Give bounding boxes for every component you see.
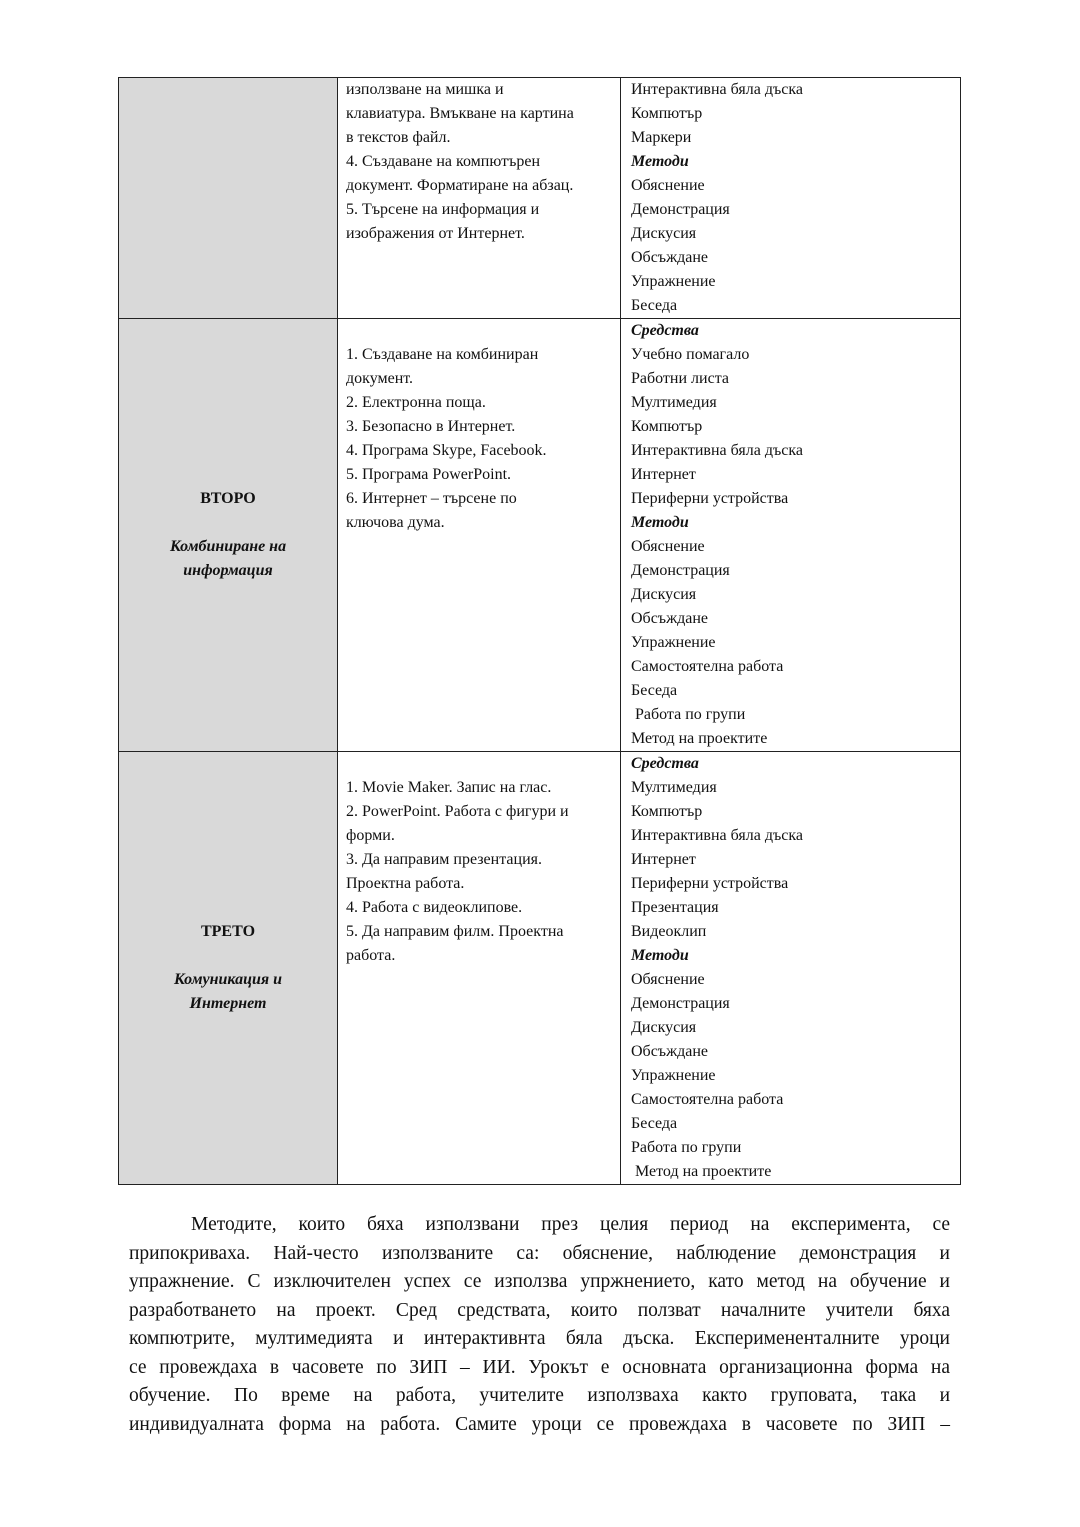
- resource-item: Маркери: [631, 129, 692, 146]
- table-row: [119, 319, 961, 752]
- table-row: [119, 78, 961, 319]
- topics-cell: [338, 319, 621, 752]
- resource-item: Интерактивна бяла дъска: [631, 827, 803, 844]
- resource-item: Работни листа: [631, 370, 729, 387]
- resources-cell: [621, 319, 961, 752]
- topic-line: 2. Електронна поща.: [346, 394, 486, 411]
- topic-line: 3. Безопасно в Интернет.: [346, 418, 516, 435]
- topic-line: 4. Работа с видеоклипове.: [346, 899, 523, 916]
- section-title: ТРЕТО: [200, 923, 256, 940]
- resource-item: Работа по групи: [631, 1139, 742, 1156]
- table-row: [119, 752, 961, 1185]
- topic-line: Проектна работа.: [346, 875, 465, 892]
- resource-item: Компютър: [631, 418, 703, 435]
- resource-item: Обяснение: [631, 971, 705, 988]
- resources-heading: Методи: [631, 514, 689, 531]
- resource-item: Дискусия: [631, 225, 697, 242]
- topic-line: 4. Създаване на компютърен: [346, 153, 541, 170]
- section-cell: [119, 319, 338, 752]
- resources-heading: Методи: [631, 947, 689, 964]
- section-cell: [119, 752, 338, 1185]
- resource-item: Демонстрация: [631, 201, 730, 218]
- resource-item: Беседа: [631, 1115, 678, 1132]
- resource-item: Мултимедия: [631, 779, 717, 796]
- resource-item: Метод на проектите: [631, 730, 768, 747]
- resource-item: Интернет: [631, 851, 696, 868]
- paragraph-line: обучение. По време на работа, учителите използваха както груповата, така и: [129, 1385, 950, 1406]
- paragraph-line: Методите, които бяха използвани през целия период на експеримента, се: [191, 1214, 950, 1235]
- resources-heading: Средства: [631, 755, 699, 772]
- topic-line: 1. Създаване на комбиниран: [346, 346, 539, 363]
- topic-line: 5. Програма PowerPoint.: [346, 466, 512, 483]
- resource-item: Упражнение: [631, 1067, 716, 1084]
- section-subtitle: [119, 535, 337, 583]
- section-subtitle-line: Интернет: [189, 995, 267, 1012]
- resource-item: Обсъждане: [631, 610, 709, 627]
- resource-item: Демонстрация: [631, 562, 730, 579]
- resource-item: Беседа: [631, 297, 678, 314]
- topic-line: форми.: [346, 827, 395, 844]
- topic-line: 5. Търсене на информация и: [346, 201, 540, 218]
- resources-cell: [621, 752, 961, 1185]
- resource-item: Интерактивна бяла дъска: [631, 81, 803, 98]
- topics-cell: [338, 752, 621, 1185]
- paragraph-line: упражнение. С изключителен успех се използва упржнението, като метод на обучение и: [129, 1271, 950, 1292]
- resources-cell: [621, 78, 961, 319]
- section-subtitle-line: Комуникация и: [173, 971, 283, 988]
- topic-line: 1. Movie Maker. Запис на глас.: [346, 779, 552, 796]
- paragraph-line: разработването на проект. Сред средствата, които ползват началните учители бяха: [129, 1299, 950, 1321]
- topic-line: документ.: [346, 370, 414, 387]
- resource-item: Обяснение: [631, 177, 705, 194]
- topic-line: работа.: [346, 947, 396, 964]
- section-subtitle-line: Комбиниране на: [169, 538, 287, 555]
- resource-item: Компютър: [631, 803, 703, 820]
- paragraph-line: индивидуалната форма на работа. Самите уроци се провеждаха в часовете по ЗИП –: [129, 1413, 950, 1435]
- resource-item: Компютър: [631, 105, 703, 122]
- section-subtitle-line: информация: [183, 562, 273, 579]
- resource-item: Презентация: [631, 899, 719, 916]
- body-paragraph: [129, 1211, 950, 1439]
- resource-item: Периферни устройства: [631, 875, 789, 892]
- resource-item: Дискусия: [631, 1019, 697, 1036]
- resource-item: Самостоятелна работа: [631, 1091, 784, 1108]
- topic-line: използване на мишка и: [346, 81, 504, 98]
- topic-line: 4. Програма Skype, Facebook.: [346, 442, 547, 459]
- resource-item: Беседа: [631, 682, 678, 699]
- resource-item: Дискусия: [631, 586, 697, 603]
- resource-item: Видеоклип: [631, 923, 707, 940]
- topic-line: 2. PowerPoint. Работа с фигури и: [346, 803, 569, 820]
- topic-line: в текстов файл.: [346, 129, 451, 146]
- topic-line: документ. Форматиране на абзац.: [346, 177, 574, 194]
- topic-line: 5. Да направим филм. Проектна: [346, 923, 564, 940]
- resource-item: Мултимедия: [631, 394, 717, 411]
- section-subtitle: [119, 968, 337, 1016]
- resource-item: Обяснение: [631, 538, 705, 555]
- resource-item: Периферни устройства: [631, 490, 789, 507]
- paragraph-line: се провеждаха в часовете по ЗИП – ИИ. Урокът е основната организационна форма на: [129, 1356, 950, 1378]
- resource-item: Интерактивна бяла дъска: [631, 442, 803, 459]
- resources-heading: Средства: [631, 322, 699, 339]
- paragraph-line: компютрите, мултимедията и интерактивнта бяла дъска. Експеримененталните уроци: [129, 1328, 950, 1349]
- resources-heading: Методи: [631, 153, 689, 170]
- resource-item: Учебно помагало: [631, 346, 750, 363]
- resource-item: Упражнение: [631, 273, 716, 290]
- topics-cell: [338, 78, 621, 319]
- section-title: ВТОРО: [200, 490, 256, 507]
- paragraph-line: припокриваха. Най-често използваните са: обяснение, наблюдение демонстрация и: [129, 1242, 950, 1264]
- topic-line: 6. Интернет – търсене по: [346, 490, 517, 507]
- resource-item: Работа по групи: [631, 706, 746, 723]
- resource-item: Интернет: [631, 466, 696, 483]
- resource-item: Метод на проектите: [631, 1163, 772, 1180]
- lessons-table: [118, 77, 961, 1185]
- topic-line: ключова дума.: [346, 514, 445, 531]
- resource-item: Обсъждане: [631, 249, 709, 266]
- topic-line: изображения от Интернет.: [346, 225, 525, 242]
- resource-item: Упражнение: [631, 634, 716, 651]
- resource-item: Обсъждане: [631, 1043, 709, 1060]
- resource-item: Демонстрация: [631, 995, 730, 1012]
- resource-item: Самостоятелна работа: [631, 658, 784, 675]
- section-cell: [119, 78, 338, 319]
- topic-line: клавиатура. Вмъкване на картина: [346, 105, 574, 122]
- topic-line: 3. Да направим презентация.: [346, 851, 542, 868]
